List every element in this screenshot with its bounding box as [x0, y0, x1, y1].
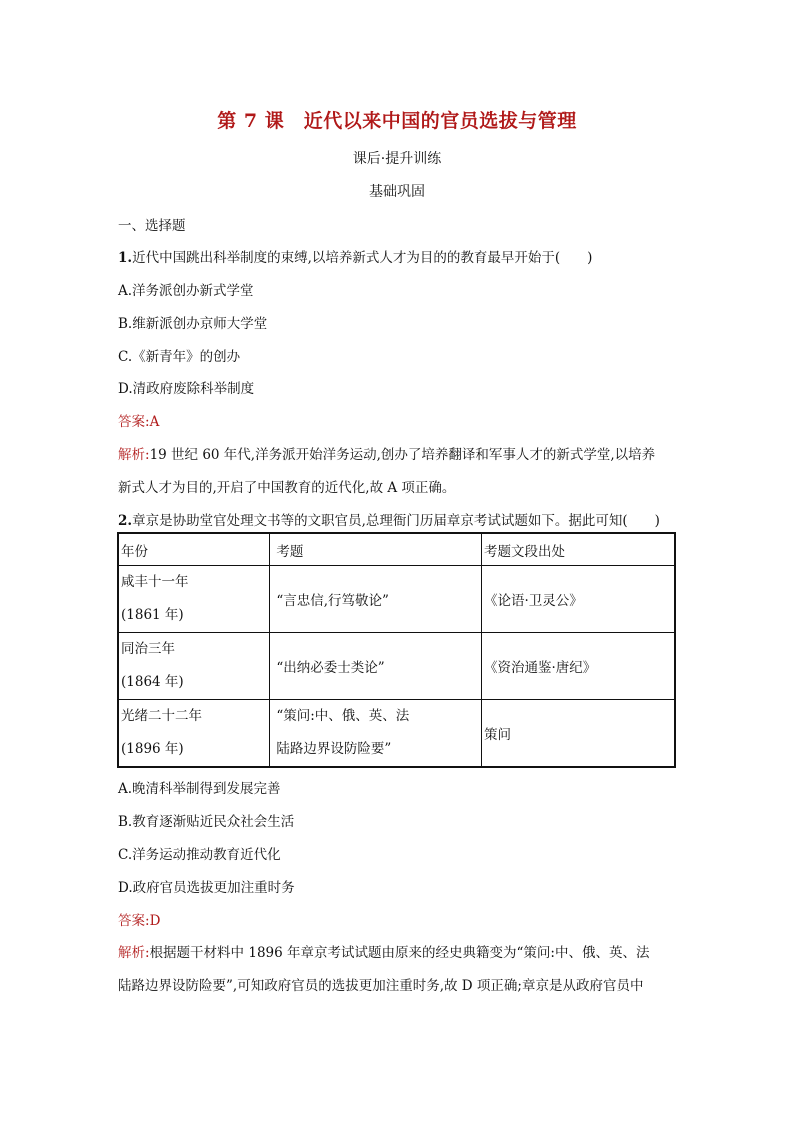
option-b: B.维新派创办京师大学堂: [118, 316, 268, 332]
option-a: A.晚清科举制得到发展完善: [118, 781, 281, 797]
answer-1: [118, 410, 159, 430]
answer-label: 答案:: [118, 913, 150, 929]
answer-value: D: [149, 913, 161, 929]
answer-value: A: [149, 414, 160, 430]
cell-source: 策问: [481, 700, 675, 768]
cell-year: 咸丰十一年 (1861 年): [118, 566, 270, 633]
cell-topic: “出纳必委士类论”: [270, 633, 482, 700]
table-header-row: [118, 533, 675, 566]
analysis-text: 19 世纪 60 年代,洋务派开始洋务运动,创办了培养翻译和军事人才的新式学堂,以培养: [149, 447, 656, 463]
cell-year: 同治三年 (1864 年): [118, 633, 270, 700]
option-c: C.洋务运动推动教育近代化: [118, 847, 281, 863]
question-1: [118, 246, 592, 266]
analysis-2-line1: [118, 941, 649, 961]
header-year: 年份: [118, 533, 270, 566]
lesson-title: 第 7 课 近代以来中国的官员选拔与管理: [217, 110, 577, 132]
analysis-text: 根据题干材料中 1896 年章京考试试题由原来的经史典籍变为“策问:中、俄、英、法: [149, 945, 650, 961]
question-text: 近代中国跳出科举制度的束缚,以培养新式人才为目的的教育最早开始于( ): [132, 250, 593, 266]
subtitle-basics: 基础巩固: [369, 184, 425, 200]
answer-label: 答案:: [118, 414, 150, 430]
cell-topic: “言忠信,行笃敬论”: [270, 566, 482, 633]
cell-topic: “策问:中、俄、英、法 陆路边界设防险要”: [270, 700, 482, 768]
cell-year: 光绪二十二年 (1896 年): [118, 700, 270, 768]
option-d: D.政府官员选拔更加注重时务: [118, 880, 295, 896]
question-number: 2.: [118, 513, 133, 529]
question-number: 1.: [118, 250, 133, 266]
cell-source: 《资治通鉴·唐纪》: [481, 633, 675, 700]
analysis-label: 解析:: [118, 447, 150, 463]
option-b: B.教育逐渐贴近民众社会生活: [118, 814, 295, 830]
table-row: [118, 566, 675, 633]
exam-table: [117, 532, 676, 768]
analysis-1-line2: 新式人才为目的,开启了中国教育的近代化,故 A 项正确。: [118, 480, 456, 496]
analysis-2-line2: 陆路边界设防险要”,可知政府官员的选拔更加注重时务,故 D 项正确;章京是从政府官员中: [118, 978, 644, 994]
option-c: C.《新青年》的创办: [118, 349, 241, 365]
analysis-label: 解析:: [118, 945, 150, 961]
option-a: A.洋务派创办新式学堂: [118, 283, 254, 299]
answer-2: [118, 909, 160, 929]
cell-source: 《论语·卫灵公》: [481, 566, 675, 633]
header-topic: 考题: [270, 533, 482, 566]
question-2: [118, 509, 660, 529]
table-row: [118, 700, 675, 768]
analysis-1-line1: [118, 443, 655, 463]
option-d: D.清政府废除科举制度: [118, 381, 255, 397]
table-row: [118, 633, 675, 700]
section-heading: 一、选择题: [118, 218, 186, 234]
header-source: 考题文段出处: [481, 533, 675, 566]
question-text: 章京是协助堂官处理文书等的文职官员,总理衙门历届章京考试试题如下。据此可知( ): [132, 513, 660, 529]
subtitle-practice: 课后·提升训练: [352, 151, 442, 167]
